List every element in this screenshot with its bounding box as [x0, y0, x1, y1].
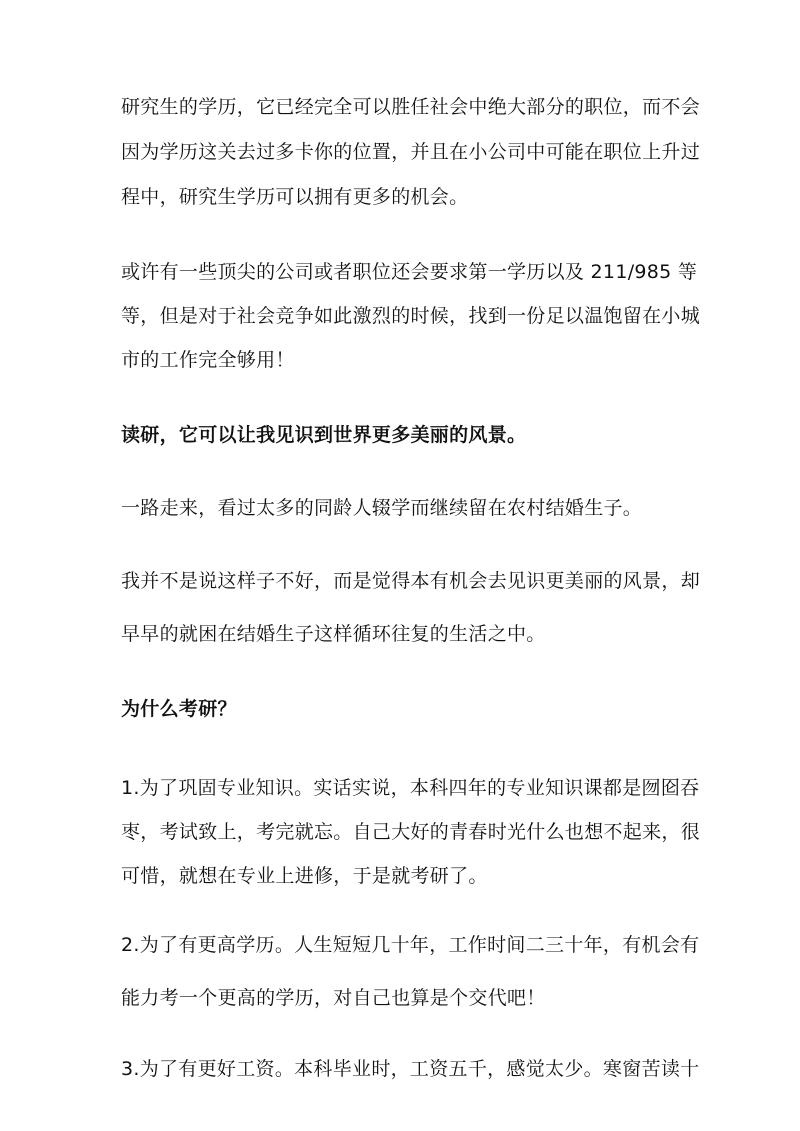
paragraph-6-line-2: 能力考一个更高的学历，对自己也算是个交代吧！ [121, 987, 546, 1009]
paragraph-2-line-3: 市的工作完全够用！ [121, 349, 295, 371]
paragraph-4-line-2: 早早的就困在结婚生子这样循环往复的生活之中。 [121, 623, 546, 645]
section-heading-reading: 读研，它可以让我见识到世界更多美丽的风景。 [121, 424, 527, 446]
paragraph-5-line-3: 可惜，就想在专业上进修，于是就考研了。 [121, 865, 488, 887]
paragraph-4-line-1: 我并不是说这样子不好，而是觉得本有机会去见识更美丽的风景，却 [121, 570, 701, 592]
section-heading-why: 为什么考研？ [121, 698, 237, 720]
paragraph-5-line-2: 枣，考试致上，考完就忘。自己大好的青春时光什么也想不起来，很 [121, 821, 701, 843]
paragraph-2-line-2: 等，但是对于社会竞争如此激烈的时候，找到一份足以温饱留在小城 [121, 305, 701, 327]
paragraph-6-line-1: 2.为了有更高学历。人生短短几十年，工作时间二三十年，有机会有 [121, 934, 700, 956]
paragraph-3-line-1: 一路走来，看过太多的同龄人辍学而继续留在农村结婚生子。 [121, 497, 643, 519]
paragraph-1-line-1: 研究生的学历，它已经完全可以胜任社会中绝大部分的职位，而不会 [121, 96, 701, 118]
paragraph-1-line-2: 因为学历这关去过多卡你的位置，并且在小公司中可能在职位上升过 [121, 141, 701, 163]
paragraph-2-line-1: 或许有一些顶尖的公司或者职位还会要求第一学历以及 211/985 等 [121, 261, 698, 283]
paragraph-1-line-3: 程中，研究生学历可以拥有更多的机会。 [121, 186, 469, 208]
paragraph-7-line-1: 3.为了有更好工资。本科毕业时，工资五千，感觉太少。寒窗苦读十 [121, 1058, 700, 1080]
paragraph-5-line-1: 1.为了巩固专业知识。实话实说，本科四年的专业知识课都是囫囵吞 [121, 777, 700, 799]
